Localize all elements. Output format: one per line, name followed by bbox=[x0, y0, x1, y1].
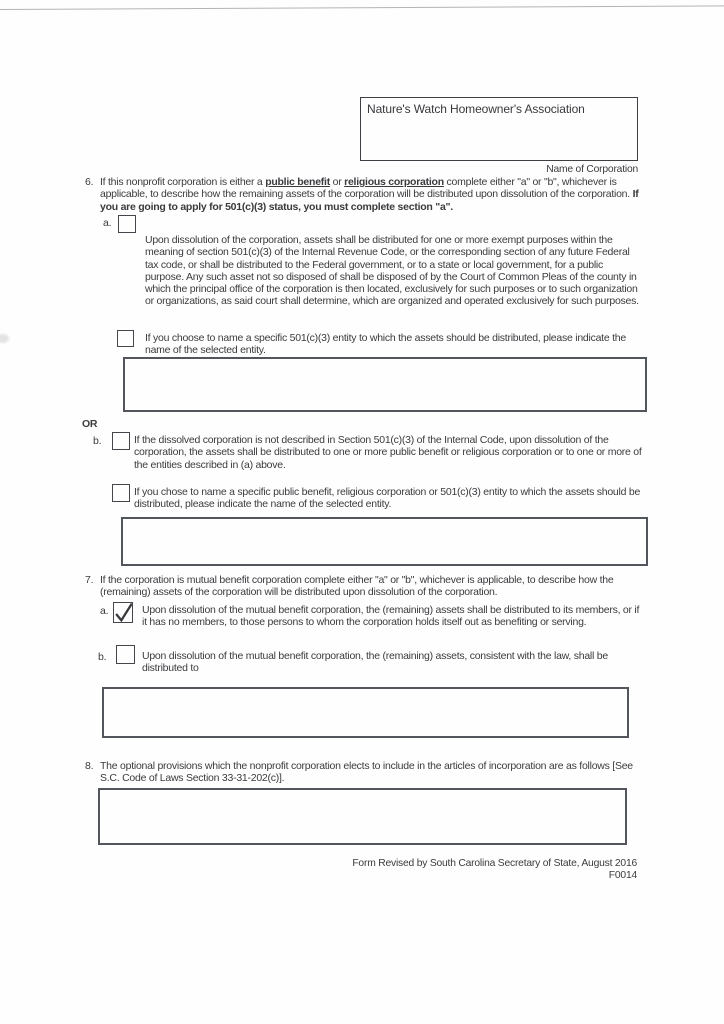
item6-intro-part3: complete either "a" or "b", whichever is applicable, to describe how the remaining assets of the corporation will be distributed upon dissolution of the corporation. bbox=[100, 176, 633, 201]
corporation-name-field[interactable] bbox=[360, 97, 638, 161]
item7-b-text: Upon dissolution of the mutual benefit corporation, the (remaining) assets, consistent with the law, shall be distributed to bbox=[142, 650, 608, 675]
scan-top-edge-line bbox=[0, 5, 724, 10]
item6-b-entity-checkbox[interactable] bbox=[112, 484, 130, 502]
form-number: F0014 bbox=[608, 870, 637, 882]
item6-a-entity-name-field[interactable] bbox=[123, 357, 647, 412]
corporation-name-label: Name of Corporation bbox=[546, 164, 638, 175]
item6-a-entity-checkbox[interactable] bbox=[117, 330, 134, 347]
item8-optional-provisions-field[interactable] bbox=[98, 788, 627, 845]
item6-b-entity-text: If you chose to name a specific public benefit, religious corporation or 501(c)(3) entity to which the assets should be distributed, please indicate the name of the selected entity. bbox=[134, 486, 641, 511]
item7-a-label: a. bbox=[100, 605, 109, 617]
item7-b-label: b. bbox=[98, 651, 107, 663]
item8-text: The optional provisions which the nonprofit corporation elects to include in the articles of incorporation are as follows [See S.C. Code of Laws Section 33-31-202(c)]. bbox=[100, 760, 633, 785]
item6-a-checkbox[interactable] bbox=[118, 215, 136, 233]
item6-religious-corporation-term: religious corporation bbox=[344, 176, 444, 188]
item7-b-distributed-to-field[interactable] bbox=[102, 687, 629, 738]
item6-number: 6. bbox=[85, 176, 94, 188]
item6-or-label: OR bbox=[82, 418, 98, 430]
item6-intro bbox=[100, 176, 642, 213]
item8-number: 8. bbox=[85, 760, 94, 772]
item6-public-benefit-term: public benefit bbox=[265, 176, 330, 188]
item6-b-label: b. bbox=[93, 435, 102, 447]
scan-smudge-artifact bbox=[0, 334, 9, 343]
item7-intro: If the corporation is mutual benefit corporation complete either "a" or "b", whichever is applicable, to describe how the (remaining) assets of the corporation will be distributed upon dissolution of the corporation. bbox=[100, 574, 614, 599]
item6-a-entity-text: If you choose to name a specific 501(c)(3) entity to which the assets should be distributed, please indicate the name of the selected entity. bbox=[145, 332, 626, 357]
item7-a-text: Upon dissolution of the mutual benefit corporation, the (remaining) assets shall be distributed to its members, or if it has no members, to those persons to whom the corporation holds itself out as benefiting or serving. bbox=[142, 604, 640, 629]
item7-a-checkbox[interactable] bbox=[113, 602, 133, 623]
item6-intro-part1: If this nonprofit corporation is either a bbox=[100, 176, 266, 188]
item7-number: 7. bbox=[85, 574, 94, 586]
corporation-name-value: Nature's Watch Homeowner's Association bbox=[367, 102, 585, 116]
form-revision-note: Form Revised by South Carolina Secretary of State, August 2016 bbox=[352, 858, 637, 869]
item6-b-entity-name-field[interactable] bbox=[121, 517, 648, 566]
item6-b-text: If the dissolved corporation is not described in Section 501(c)(3) of the Internal Code, upon dissolution of the corporation, the assets shall be distributed to one or more public benefit or religious corporation or to one or more of the entities described in (a) above. bbox=[134, 434, 642, 471]
item6-a-text: Upon dissolution of the corporation, assets shall be distributed for one or more exempt purposes within the meaning of section 501(c)(3) of the Internal Revenue Code, or the corresponding section of any future Federal tax code, or shall be distributed to the Federal government, or to a state or local government, for a public purpose. Any such asset not so disposed of shall be disposed of by the Court of Common Pleas of the county in which the principal office of the corporation is then located, exclusively for such purposes or to such organization or organizations, as said court shall determine, which are organized and operated exclusively for such purposes. bbox=[145, 234, 639, 308]
form-footer bbox=[300, 858, 637, 883]
item7-b-checkbox[interactable] bbox=[116, 645, 135, 664]
item6-b-checkbox[interactable] bbox=[112, 432, 130, 450]
item6-intro-part2: or bbox=[329, 176, 345, 188]
item6-intro-bold-note: If you are going to apply for 501(c)(3) status, you must complete section "a". bbox=[100, 188, 639, 213]
item6-a-label: a. bbox=[103, 217, 112, 229]
checkmark-icon bbox=[113, 600, 136, 626]
